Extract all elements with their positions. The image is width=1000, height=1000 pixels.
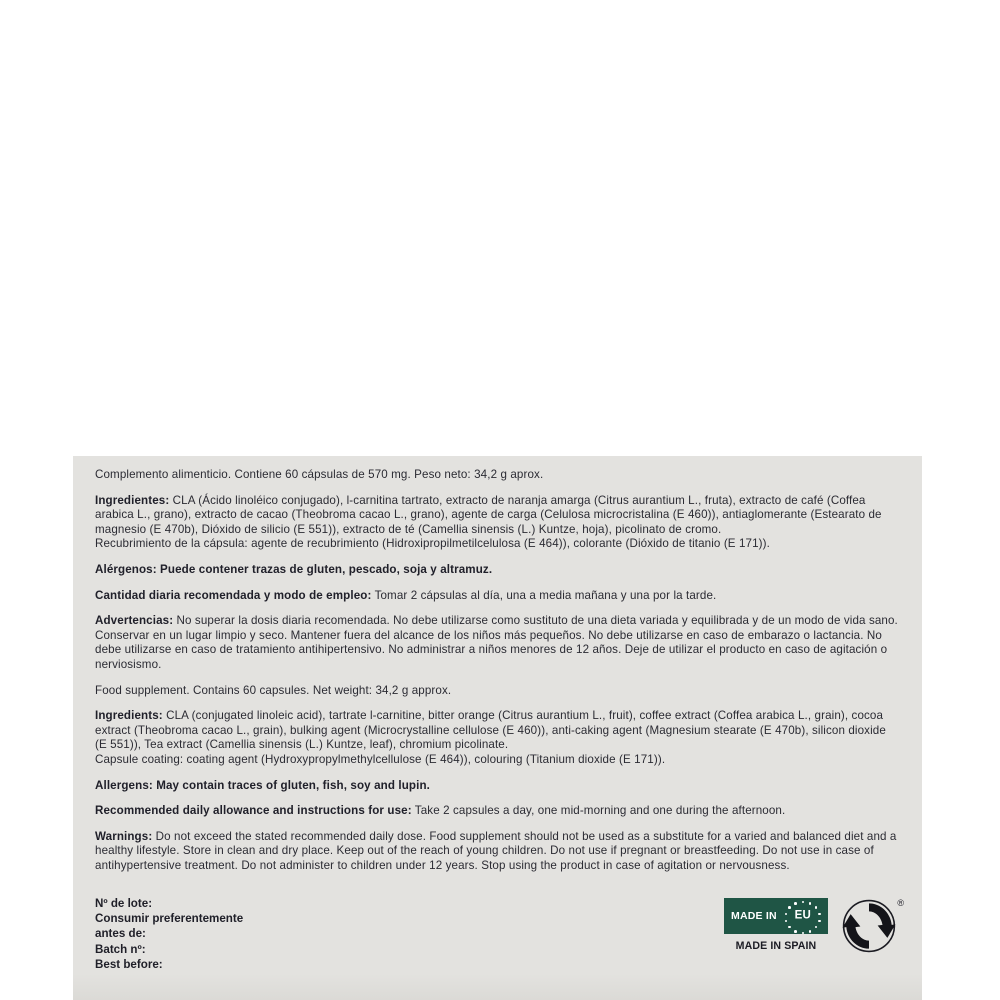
spanish-allergens-label: Alérgenos: [95,562,157,576]
panel-bottom-shading [73,974,922,1000]
product-label-panel [73,456,922,1000]
english-dosage-paragraph [95,804,900,819]
spanish-summary-text: Complemento alimenticio. Contiene 60 cápsulas de 570 mg. Peso neto: 34,2 g aprox. [95,468,544,481]
registered-trademark-icon: ® [897,898,904,908]
batch-and-expiry-block [95,896,243,972]
batch-number-label-en: Batch nº: [95,942,146,956]
english-warnings-body: Do not exceed the stated recommended daily dose. Food supplement should not be used as a substitute for a varied and balanced diet and a healthy lifestyle. Store in clean and dry place. Keep out of the reach of young children. Do not use if pregnant or breastfeeding. Do not use in case of antihypertensive treatment. Do not administer to children under 12 years. Stop using the product in case of agitation or nervousness. [95,829,897,872]
spanish-warnings-body: No superar la dosis diaria recomendada. No debe utilizarse como sustituto de una dieta variada y equilibrada y de un modo de vida sano. Conservar en un lugar limpio y seco. Mantener fuera del alcance de los niños más pequeños. No debe utilizarse en caso de embarazo o lactancia. No debe utilizarse en caso de tratamiento antihipertensivo. No administrar a niños menores de 12 años. Deje de utilizar el producto en caso de agitación o nerviosismo. [95,614,898,671]
english-ingredients-label: Ingredients: [95,709,163,723]
spanish-capsule-coating-text: Recubrimiento de la cápsula: agente de recubrimiento (Hidroxipropilmetilcelulosa (E 464)), colorante (Dióxido de titanio (E 171)). [95,537,770,551]
english-capsule-coating-text: Capsule coating: coating agent (Hydroxypropylmethylcellulose (E 464)), colouring (Titanium dioxide (E 171)). [95,752,666,766]
best-before-label-es-line2: antes de: [95,927,146,941]
english-allergens-body: May contain traces of gluten, fish, soy and lupin. [152,778,430,792]
spanish-warnings-label: Advertencias: [95,614,174,628]
eu-label: EU [794,909,812,922]
best-before-label-es-line1: Consumir preferentemente [95,912,244,926]
batch-number-label-es: Nº de lote: [95,897,153,910]
made-in-eu-block [724,898,828,952]
green-dot-recycling-icon [842,899,902,957]
logo-cluster [724,898,902,957]
english-dosage-label: Recommended daily allowance and instructions for use: [95,804,412,818]
spanish-ingredients-body: CLA (Ácido linoléico conjugado), l-carnitina tartrato, extracto de naranja amarga (Citrus aurantium L., fruta), extracto de café (Coffea arabica L., grano), extracto de cacao (Theobroma cacao L., grano), agente de carga (Celulosa microcristalina (E 460)), antiaglomerante (Estearato de magnesio (E 470b), Dióxido de silicio (E 551)), extracto de té (Camellia sinensis (L.) Kuntze, hoja), picolinato de cromo. [95,493,882,536]
spanish-dosage-body: Tomar 2 cápsulas al día, una a media mañana y una por la tarde. [371,588,717,602]
english-dosage-body: Take 2 capsules a day, one mid-morning and one during the afternoon. [411,804,786,818]
english-warnings-paragraph [95,830,900,874]
made-in-label: MADE IN [731,909,777,922]
spanish-warnings-paragraph [95,614,900,672]
english-warnings-label: Warnings: [95,829,153,843]
spanish-ingredients-label: Ingredientes: [95,493,170,507]
english-allergens-paragraph [95,779,900,794]
made-in-eu-badge [724,898,828,934]
spanish-dosage-label: Cantidad diaria recomendada y modo de empleo: [95,588,372,602]
best-before-label-en: Best before: [95,957,163,971]
english-ingredients-paragraph [95,709,900,767]
english-allergens-label: Allergens: [95,778,153,792]
made-in-spain-label: MADE IN SPAIN [735,940,817,952]
eu-stars-circle-icon [781,899,825,933]
english-summary-text: Food supplement. Contains 60 capsules. Net weight: 34,2 g approx. [95,683,452,697]
spanish-allergens-paragraph [95,563,900,578]
english-ingredients-body: CLA (conjugated linoleic acid), tartrate l-carnitine, bitter orange (Citrus aurantium L., fruit), coffee extract (Coffea arabica L., grain), cocoa extract (Theobroma cacao L., grain), bulking agent (Microcrystalline cellulose (E 460)), anti-caking agent (Magnesium stearate (E 470b), silicon dioxide (E 551)), Tea extract (Camellia sinensis (L.) Kuntze, leaf), chromium picolinate. [95,709,886,752]
spanish-dosage-paragraph [95,589,900,604]
spanish-allergens-body: Puede contener trazas de gluten, pescado, soja y altramuz. [156,562,493,576]
spanish-ingredients-paragraph [95,494,900,552]
